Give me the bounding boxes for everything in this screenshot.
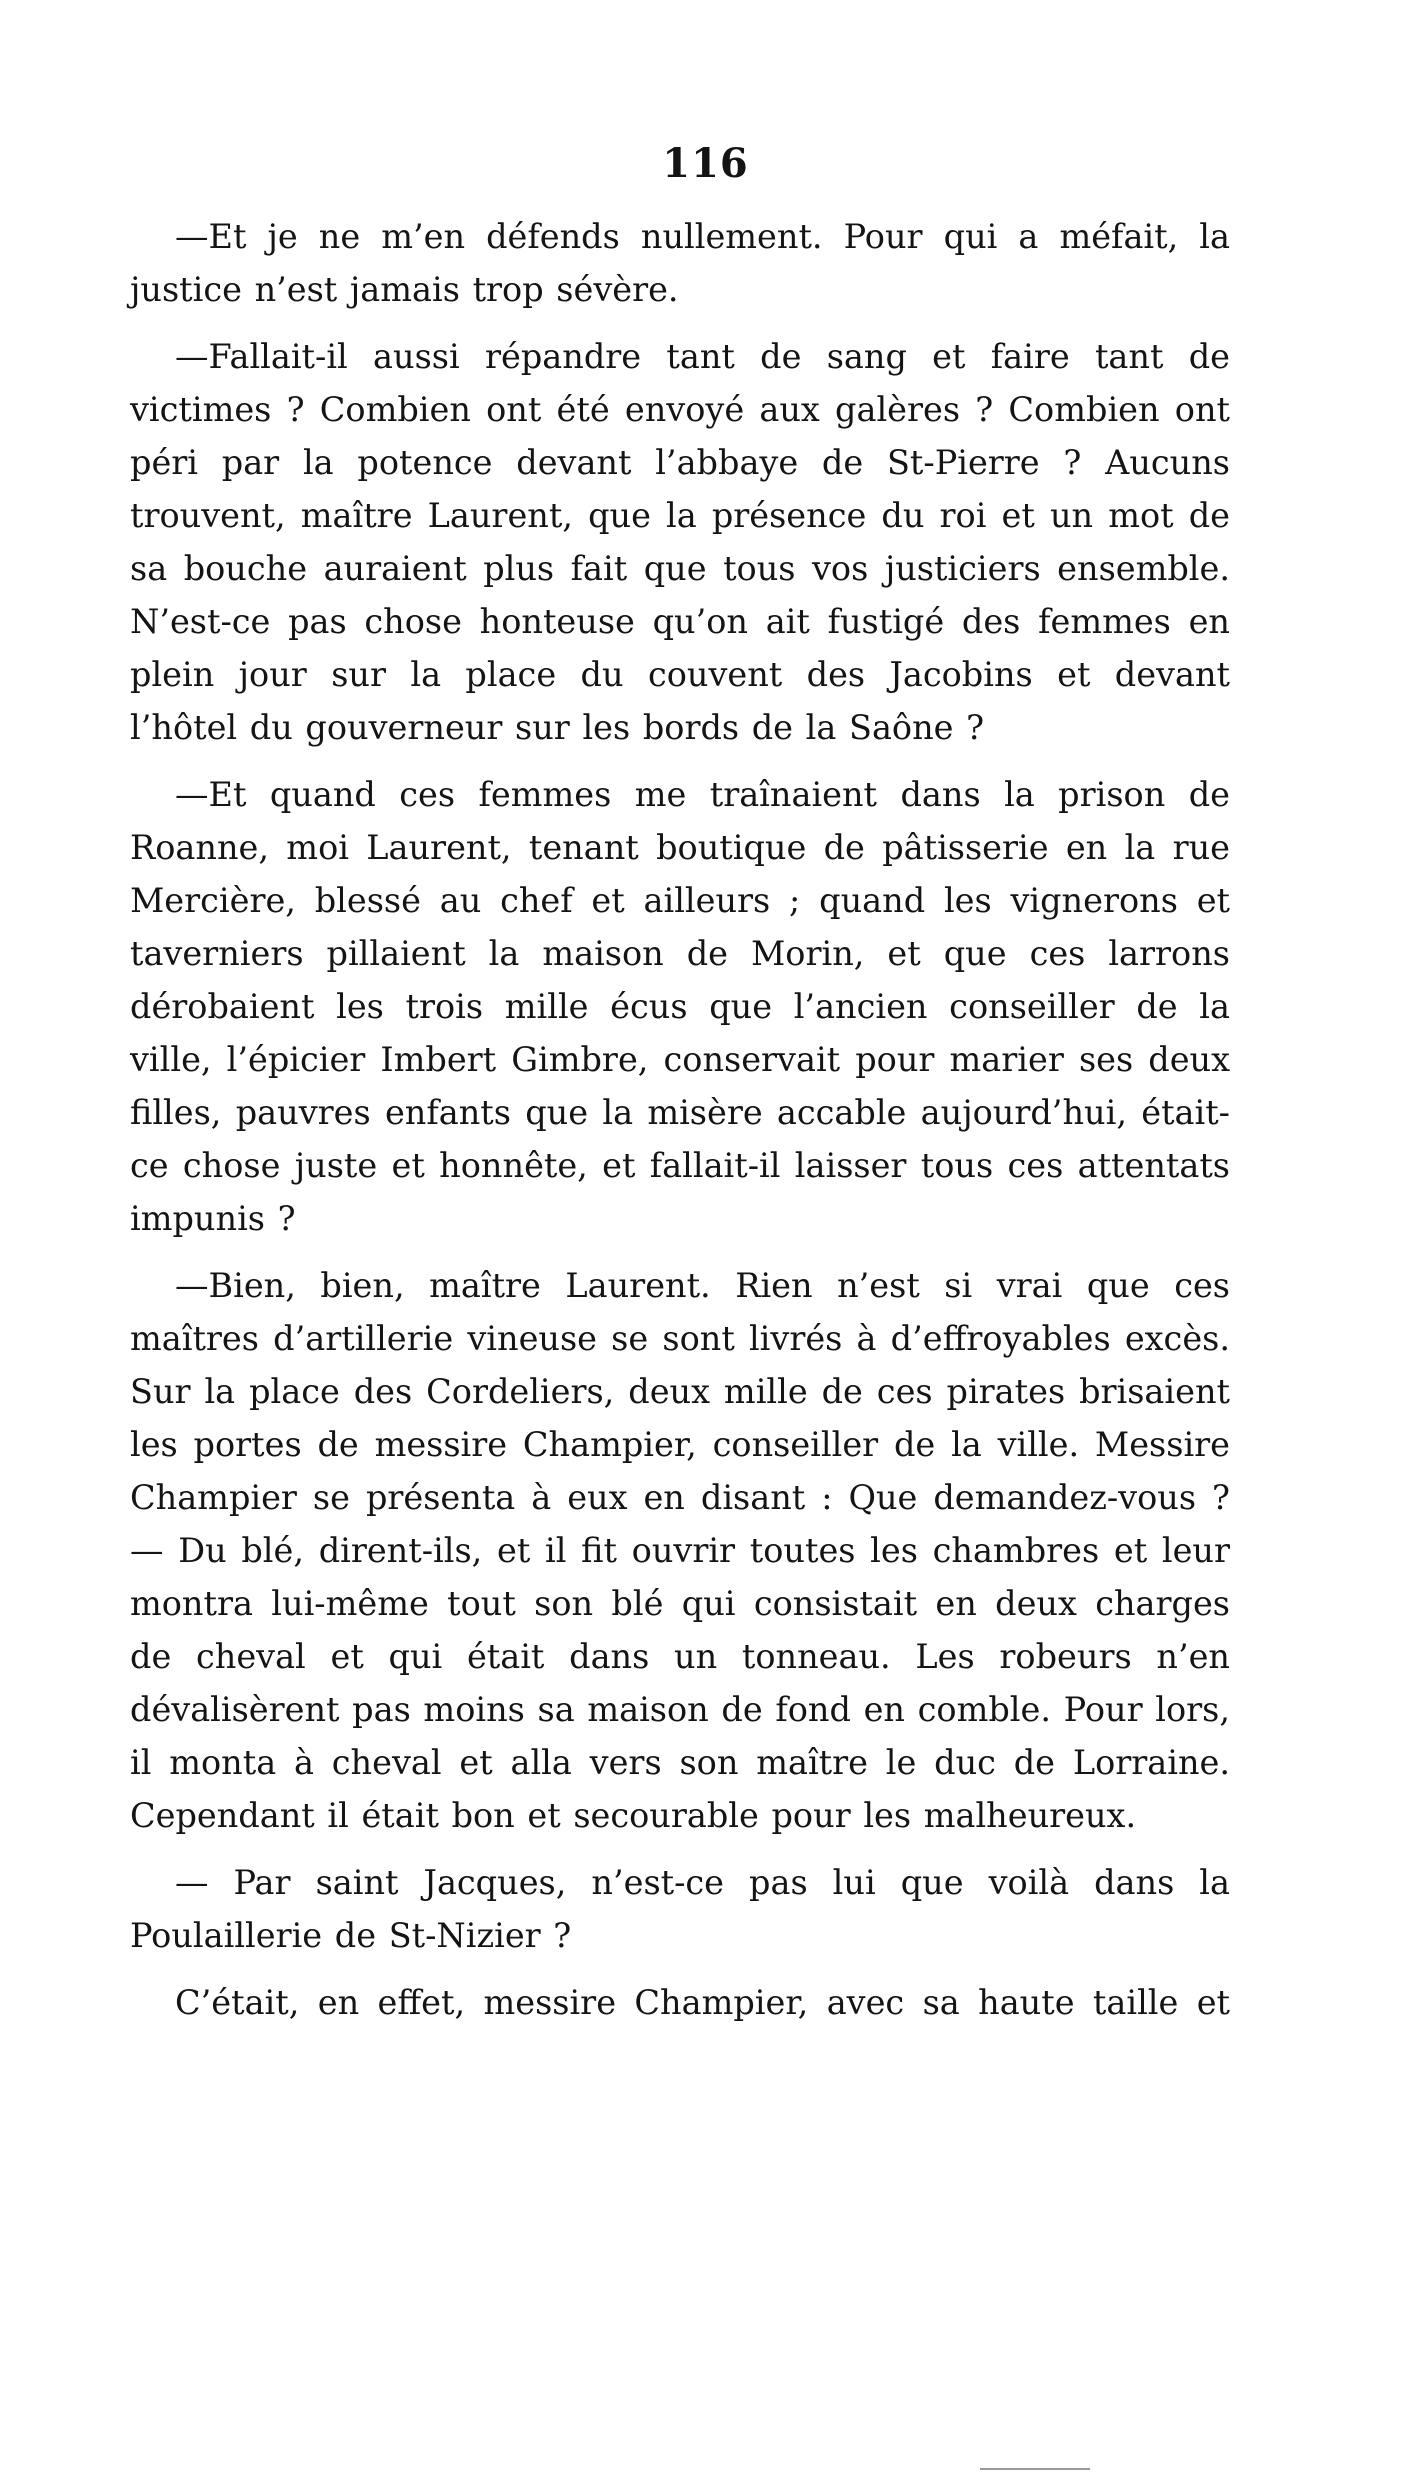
footer-rule	[980, 2468, 1090, 2470]
paragraph-4: —Bien, bien, maître Laurent. Rien n’est si vrai que ces maîtres d’artillerie vineuse se sont livrés à d’effroyables excès. Sur la place des Cordeliers, deux mille de ces pirates brisaient les portes de messire Champier, conseiller de la ville. Messire Champier se présenta à eux en disant : Que demandez-vous ? — Du blé, dirent-ils, et il fit ouvrir toutes les chambres et leur montra lui-même tout son blé qui consistait en deux charges de cheval et qui était dans un tonneau. Les robeurs n’en dévalisèrent pas moins sa maison de fond en comble. Pour lors, il monta à cheval et alla vers son maître le duc de Lorraine. Cependant il était bon et secourable pour les malheureux.	[130, 1266, 1230, 1835]
body-text	[130, 210, 1230, 2043]
paragraph-2: —Fallait-il aussi répandre tant de sang et faire tant de victimes ? Combien ont été envoyé aux galères ? Combien ont péri par la potence devant l’abbaye de St-Pierre ? Aucuns trouvent, maître Laurent, que la présence du roi et un mot de sa bouche auraient plus fait que tous vos justiciers ensemble. N’est-ce pas chose honteuse qu’on ait fustigé des femmes en plein jour sur la place du couvent des Jacobins et devant l’hôtel du gouverneur sur les bords de la Saône ?	[130, 337, 1230, 747]
paragraph-6: C’était, en effet, messire Champier, avec sa haute taille et	[175, 1983, 1230, 2022]
paragraph-5: — Par saint Jacques, n’est-ce pas lui que voilà dans la Poulaillerie de St-Nizier ?	[130, 1863, 1230, 1955]
paragraph-3: —Et quand ces femmes me traînaient dans la prison de Roanne, moi Laurent, tenant boutique de pâtisserie en la rue Mercière, blessé au chef et ailleurs ; quand les vignerons et taverniers pillaient la maison de Morin, et que ces larrons dérobaient les trois mille écus que l’ancien conseiller de la ville, l’épicier Imbert Gimbre, conservait pour marier ses deux filles, pauvres enfants que la misère accable aujourd’hui, était-ce chose juste et honnête, et fallait-il laisser tous ces attentats impunis ?	[130, 775, 1230, 1238]
paragraph-1: —Et je ne m’en défends nullement. Pour qui a méfait, la justice n’est jamais trop sévère.	[130, 217, 1230, 309]
page-number: 116	[662, 140, 749, 187]
